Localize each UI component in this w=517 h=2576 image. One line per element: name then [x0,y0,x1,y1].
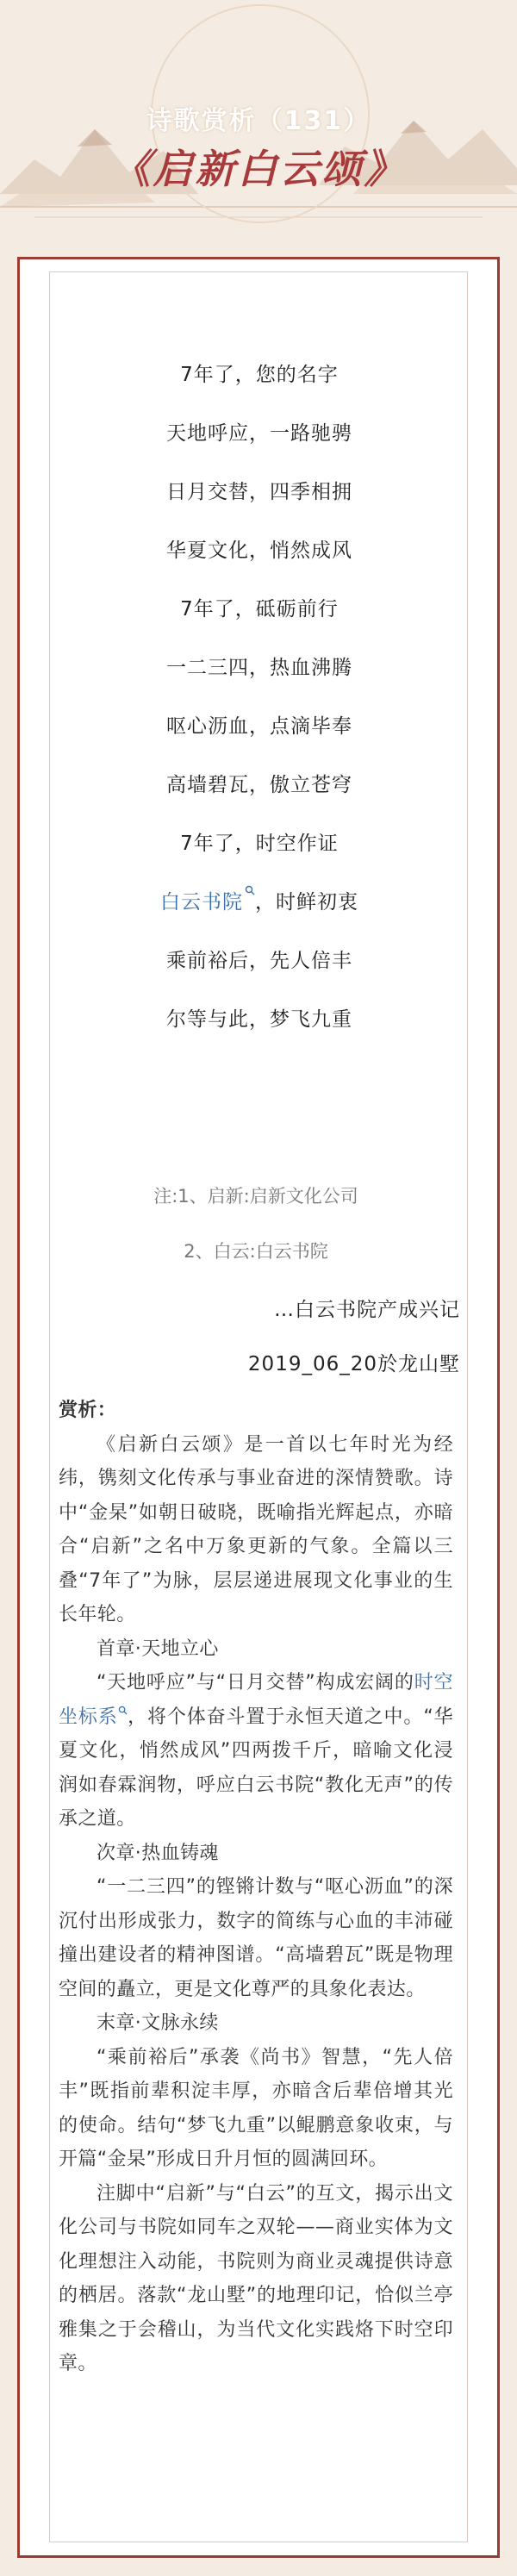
commentary-heading: 末章·文脉永续 [97,2012,219,2034]
poem-line: 日月交替，四季相拥 [166,481,352,503]
poem-line-rest: ，时鲜初衷 [255,891,358,914]
poem-line: 7年了，您的名字 [180,364,339,386]
poem-line: 乘前裕后，先人倍丰 [166,950,352,972]
poem-line: 高墙碧瓦，傲立苍穹 [166,774,352,796]
header-banner [0,0,517,259]
commentary-heading: 次章·热血铸魂 [97,1842,219,1864]
poem-line: 一二三四，热血沸腾 [166,657,352,679]
poem-line: 华夏文化，悄然成风 [166,540,352,562]
poem-date-place: 2019_06_20於龙山墅 [247,1353,460,1375]
note-2: 2、白云:白云书院 [184,1241,328,1262]
poem-line: 7年了，时空作证 [180,833,339,855]
poem-line: 尔等与此，梦飞九重 [166,1008,352,1031]
series-title: 诗歌赏析（131） [146,106,371,136]
poem-signature: …白云书院产成兴记 [274,1299,460,1321]
commentary-label: 赏析： [59,1400,117,1421]
poem-title: 《启新白云颂》 [110,146,407,192]
commentary-paragraph: 《启新白云颂》是一首以七年时光为经纬，镌刻文化传承与事业奋进的深情赞歌。诗中“金杲”如朝日破晓，既喻指光辉起点，亦暗合“启新”之名中万象更新的气象。全篇以三叠“7年了”为脉，层层递进展现文化事业的生长年轮。 [59,1433,453,1625]
spacetime-coordinate-link[interactable]: 时空坐标系 [59,1672,453,1728]
poem-line: 7年了，砥砺前行 [180,598,339,621]
commentary-paragraph: “一二三四”的铿锵计数与“呕心沥血”的深沉付出形成张力，数字的简练与心血的丰沛碰撞出建设者的精神图谱。“高墙碧瓦”既是物理空间的矗立，更是文化尊严的具象化表达。 [59,1876,453,2000]
poem-line: 呕心沥血，点滴毕奉 [166,715,352,738]
search-icon[interactable] [118,1706,128,1715]
notes-and-commentary [47,269,465,2544]
commentary-heading: 首章·天地立心 [97,1637,219,1660]
baiyun-academy-link[interactable]: 白云书院 [160,891,243,914]
note-1: 注:1、启新:启新文化公司 [153,1186,358,1207]
commentary-paragraph: “乘前裕后”承袭《尚书》智慧，“先人倍丰”既指前辈积淀丰厚，亦暗含后辈倍增其光的使命。结句“梦飞九重”以鲲鹏意象收束，与开篇“金杲”形成日升月恒的圆满回环。 [59,2046,453,2170]
poem-line: 天地呼应，一路驰骋 [166,422,352,445]
commentary-paragraph: “天地呼应”与“日月交替”构成宏阔的时空坐标系 ，将个体奋斗置于永恒天道之中。“华夏文化，悄然成风”四两拨千斤，暗喻文化浸润如春霖润物，呼应白云书院“教化无声”的传承之道。 [59,1672,453,1830]
commentary-paragraph: 注脚中“启新”与“白云”的互文，揭示出文化公司与书院如同车之双轮——商业实体为文化理想注入动能，书院则为商业灵魂提供诗意的栖居。落款“龙山墅”的地理印记，恰似兰亭雅集之于会稽山，为当代文化实践烙下时空印章。 [59,2182,453,2374]
commentary-section [59,1394,453,2381]
